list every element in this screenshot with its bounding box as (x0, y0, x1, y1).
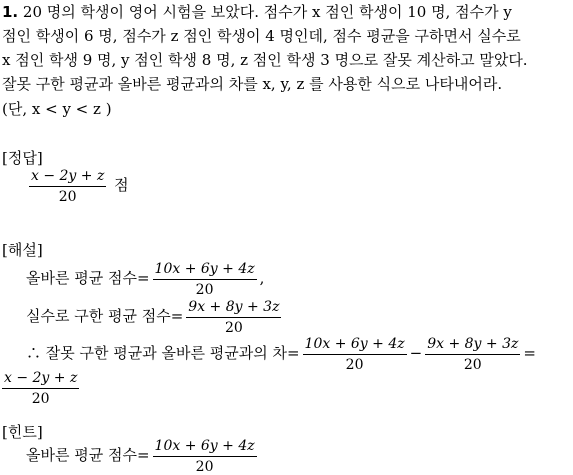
hint-header: [힌트] (2, 423, 43, 441)
denominator: 20 (224, 319, 243, 336)
minus-sign: − (409, 344, 423, 362)
hint-fraction (153, 438, 257, 475)
numerator: 10x + 6y + 4z (154, 260, 255, 277)
explanation-row-1-tail: , (259, 269, 265, 287)
problem-text-1: 20 명의 학생이 영어 시험을 보았다. 점수가 x 점인 학생이 10 명, 점수가 y (22, 3, 512, 21)
fraction-bar (153, 279, 257, 280)
problem-line-3: x 점인 학생 9 명, y 점인 학생 8 명, z 점인 학생 3 명으로 잘못 계산하고 말았다. (2, 51, 528, 69)
explanation-header: [해설] (2, 241, 43, 259)
numerator: 10x + 6y + 4z (304, 335, 405, 352)
fraction-bar (303, 354, 407, 355)
explanation-row-2-label: 실수로 구한 평균 점수= (26, 307, 184, 325)
explanation-row-3-fraction-a (303, 336, 407, 373)
problem-line-5: (단, x < y < z ) (2, 100, 112, 118)
fraction-bar (29, 186, 106, 187)
answer-row (26, 166, 129, 205)
explanation-row-1-fraction (153, 261, 257, 298)
fraction-bar (425, 354, 520, 355)
hint-label: 올바른 평균 점수= (26, 446, 150, 464)
numerator: x − 2y + z (4, 369, 78, 386)
problem-line-1 (2, 2, 512, 22)
numerator: 10x + 6y + 4z (154, 437, 255, 454)
numerator: 9x + 8y + 3z (427, 335, 519, 352)
problem-number: 1. (2, 3, 19, 21)
fraction-bar (186, 317, 281, 318)
problem-line-2: 점인 학생이 6 명, 점수가 z 점인 학생이 4 명인데, 점수 평균을 구하면서 실수로 (2, 27, 521, 45)
explanation-row-4 (2, 368, 82, 407)
fraction-bar (2, 388, 79, 389)
answer-header: [정답] (2, 149, 43, 167)
denominator: 20 (463, 356, 482, 373)
explanation-row-3-label: ∴ 잘못 구한 평균과 올바른 평균과의 차= (26, 344, 300, 362)
explanation-row-1 (26, 259, 264, 298)
denominator: 20 (195, 458, 214, 475)
fraction-bar (153, 456, 257, 457)
numerator: 9x + 8y + 3z (188, 298, 280, 315)
denominator: 20 (31, 390, 50, 407)
denominator: 20 (195, 281, 214, 298)
answer-unit: 점 (114, 176, 129, 194)
answer-denominator: 20 (58, 188, 77, 205)
answer-numerator: x − 2y + z (31, 167, 105, 184)
explanation-row-4-fraction (2, 370, 79, 407)
problem-line-4: 잘못 구한 평균과 올바른 평균과의 차를 x, y, z 를 사용한 식으로 나타내어라. (2, 75, 503, 93)
explanation-row-1-label: 올바른 평균 점수= (26, 269, 150, 287)
denominator: 20 (345, 356, 364, 373)
explanation-row-2 (26, 297, 284, 336)
answer-fraction (29, 168, 106, 205)
explanation-row-3 (26, 334, 536, 373)
equals-sign: = (523, 344, 536, 362)
explanation-row-2-fraction (186, 299, 281, 336)
explanation-row-3-fraction-b (425, 336, 520, 373)
hint-row (26, 436, 260, 475)
